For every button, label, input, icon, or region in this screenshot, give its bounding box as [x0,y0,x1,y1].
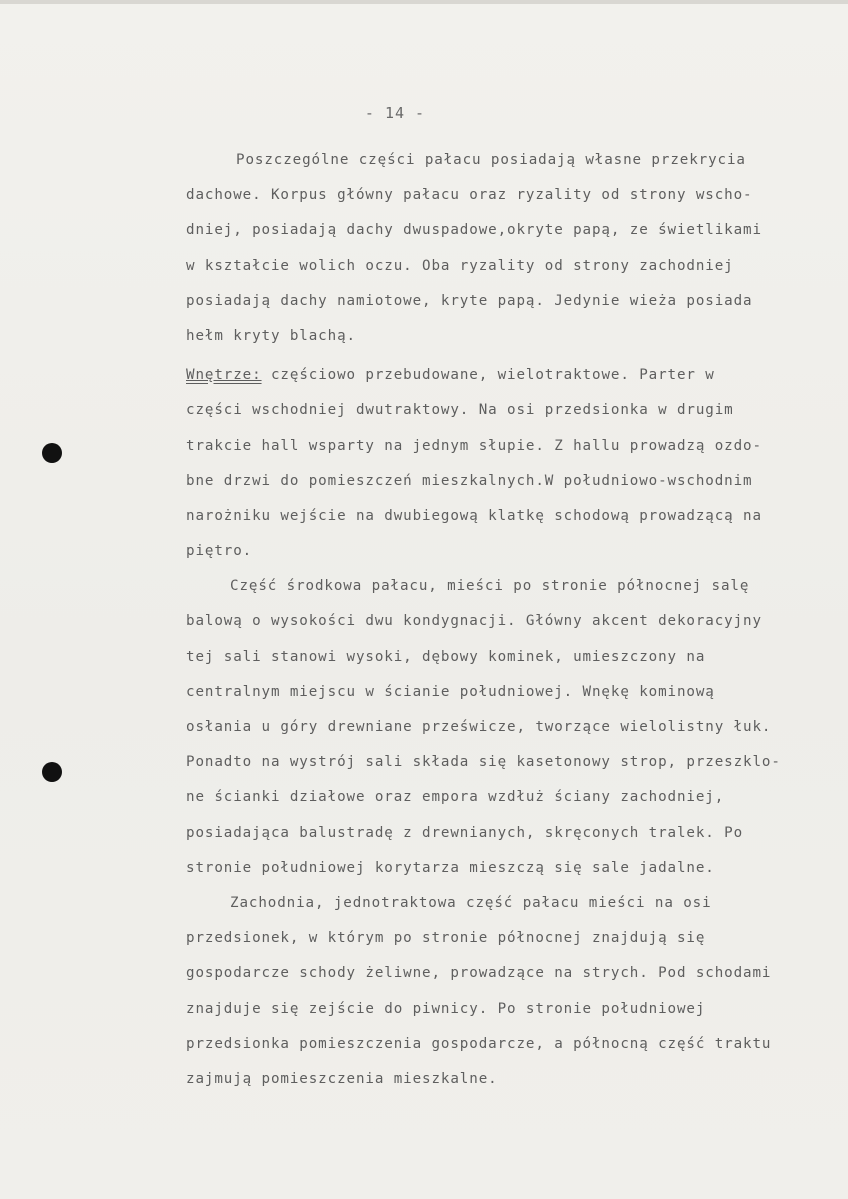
text-line: balową o wysokości dwu kondygnacji. Główny akcent dekoracyjny [186,613,762,630]
text-line: posiadająca balustradę z drewnianych, skręconych tralek. Po [186,824,744,841]
text-line: osłania u góry drewniane prześwicze, tworzące wielolistny łuk. [186,719,772,735]
text-line: części wschodniej dwutraktowy. Na osi przedsionka w drugim [186,402,734,419]
text-line: przedsionek, w którym po stronie północnej znajdują się [186,930,706,947]
binder-hole-lower [42,762,62,782]
binder-hole-upper [42,443,62,463]
text-line: Część środkowa pałacu, mieści po stronie północnej salę [230,578,750,595]
text-line: bne drzwi do pomieszczeń mieszkalnych.W południowo-wschodnim [186,472,753,489]
text-line: ne ścianki działowe oraz empora wzdłuż ściany zachodniej, [186,789,725,806]
text-line: dniej, posiadają dachy dwuspadowe,okryte papą, ze świetlikami [186,222,762,239]
text-line: znajduje się zejście do piwnicy. Po stronie południowej [186,1000,706,1017]
text-line: posiadają dachy namiotowe, kryte papą. Jedynie wieża posiada [186,292,753,309]
text-line [186,358,826,393]
text-line: zajmują pomieszczenia mieszkalne. [186,1070,498,1087]
text-line: stronie południowej korytarza mieszczą się sale jadalne. [186,859,715,876]
text-line-rest: częściowo przebudowane, wielotraktowe. Parter w [261,367,715,384]
text-line: narożniku wejście na dwubiegową klatkę schodową prowadzącą na [186,507,762,524]
text-line: centralnym miejscu w ścianie południowej. Wnękę kominową [186,683,715,700]
text-line: w kształcie wolich oczu. Oba ryzality od strony zachodniej [186,257,734,274]
page-number: - 14 - [364,104,426,122]
text-line: Poszczególne części pałacu posiadają własne przekrycia [236,152,746,168]
text-line: Zachodnia, jednotraktowa część pałacu mieści na osi [230,894,712,911]
text-line: trakcie hall wsparty na jednym słupie. Z hallu prowadzą ozdo- [186,437,762,454]
section-heading: Wnętrze: [186,367,262,384]
text-line: tej sali stanowi wysoki, dębowy kominek, umieszczony na [186,648,706,665]
text-line: Ponadto na wystrój sali składa się kasetonowy strop, przeszklo- [186,754,781,771]
page-edge [0,0,848,4]
body-text [186,143,826,1097]
text-line: hełm kryty blachą. [186,327,356,344]
text-line: dachowe. Korpus główny pałacu oraz ryzality od strony wscho- [186,187,753,204]
text-line: piętro. [186,543,253,560]
text-line: przedsionka pomieszczenia gospodarcze, a północną część traktu [186,1035,772,1052]
text-line: gospodarcze schody żeliwne, prowadzące na strych. Pod schodami [186,965,772,982]
